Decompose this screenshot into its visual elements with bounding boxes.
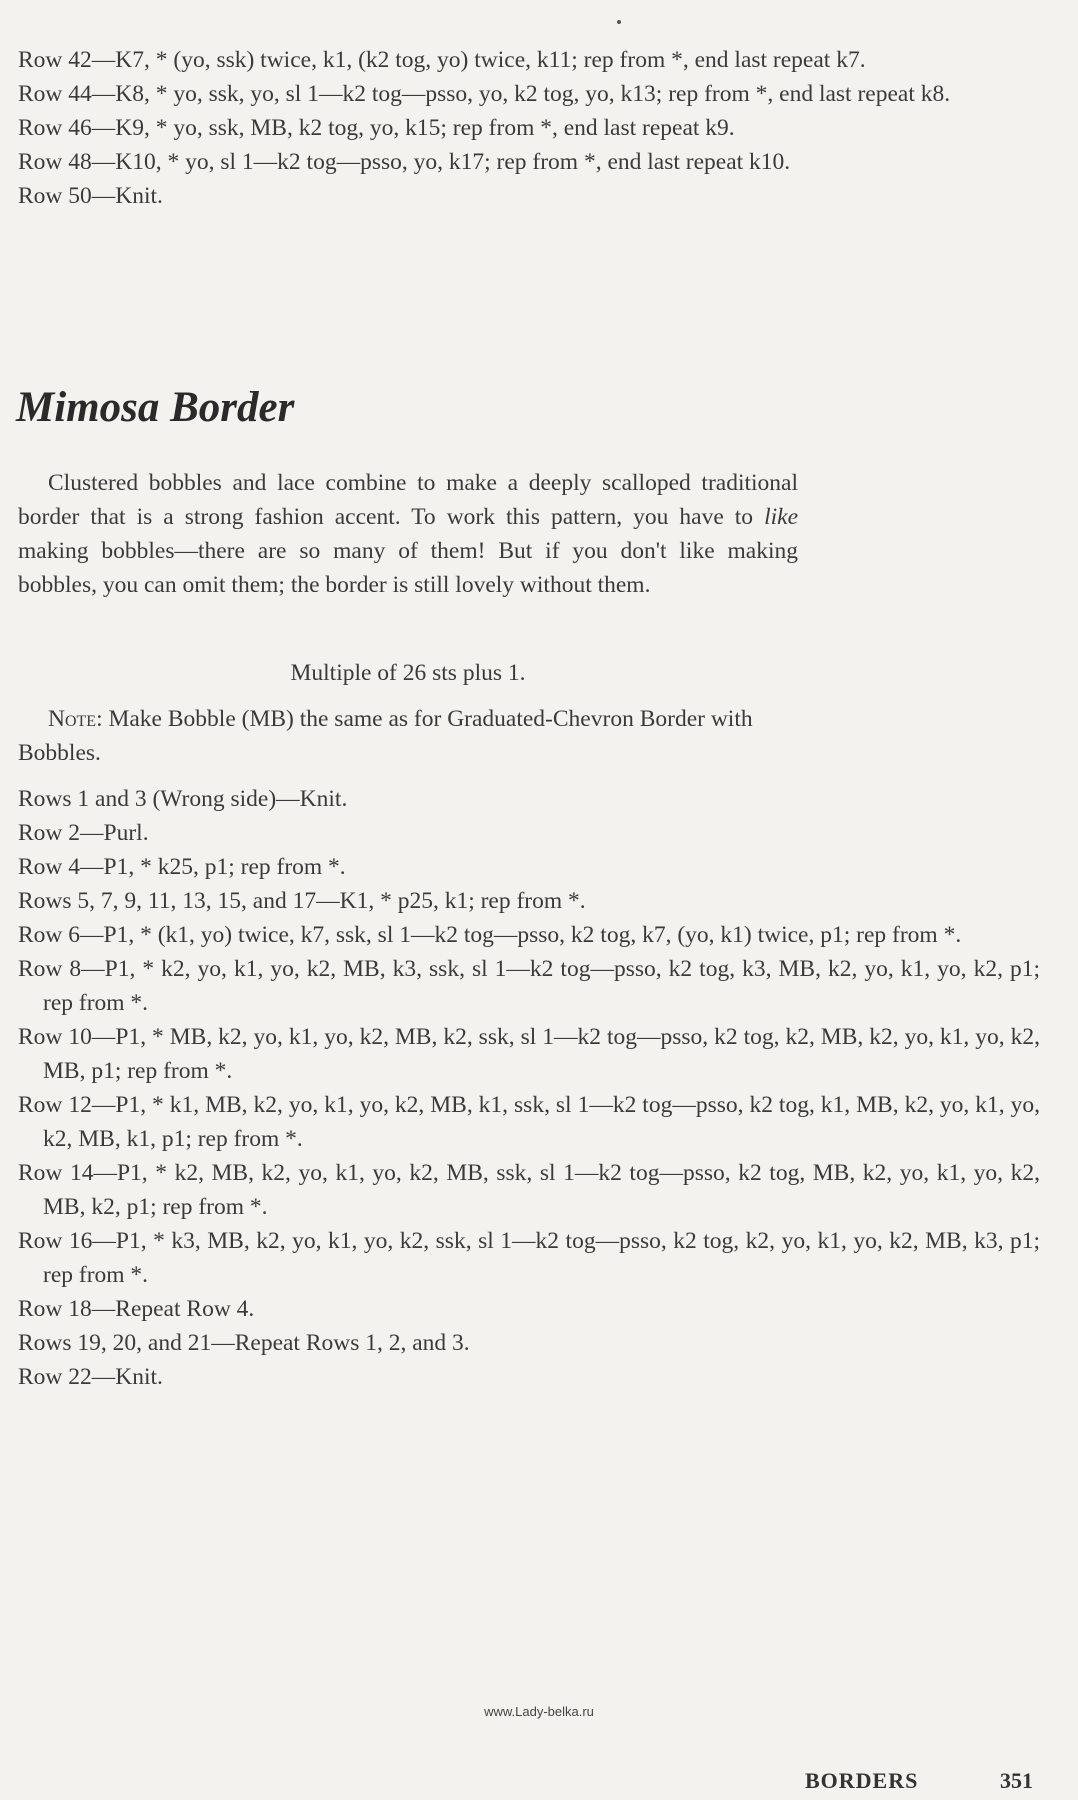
instruction-row: Row 6—P1, * (k1, yo) twice, k7, ssk, sl 1—k2 tog—psso, k2 tog, k7, (yo, k1) twice, p1; rep from *. bbox=[18, 922, 962, 948]
instruction-row: Row 8—P1, * k2, yo, k1, yo, k2, MB, k3, ssk, sl 1—k2 tog—psso, k2 tog, k3, MB, k2, yo, k1, yo, k2, p1; rep from *. bbox=[18, 956, 1040, 1016]
instruction-row: Row 50—Knit. bbox=[18, 183, 163, 209]
note-paragraph bbox=[18, 702, 798, 770]
instruction-row: Rows 5, 7, 9, 11, 13, 15, and 17—K1, * p25, k1; rep from *. bbox=[18, 888, 586, 914]
stitch-multiple: Multiple of 26 sts plus 1. bbox=[290, 660, 526, 686]
instruction-row: Row 18—Repeat Row 4. bbox=[18, 1296, 255, 1322]
note-label: Note: bbox=[48, 706, 103, 732]
instruction-row: Row 2—Purl. bbox=[18, 820, 149, 846]
stray-mark bbox=[617, 20, 621, 24]
instruction-row: Row 12—P1, * k1, MB, k2, yo, k1, yo, k2, MB, k1, ssk, sl 1—k2 tog—psso, k2 tog, k1, MB, k2, yo, k1, yo, k2, MB, k1, p1; rep from *. bbox=[18, 1092, 1040, 1152]
watermark-url: www.Lady-belka.ru bbox=[484, 1704, 594, 1719]
instruction-row: Row 22—Knit. bbox=[18, 1364, 163, 1390]
intro-text-start: Clustered bobbles and lace combine to make a deeply scalloped traditional border that is a strong fashion accent. To work this pattern, you have to bbox=[18, 470, 798, 530]
intro-text-end: making bobbles—there are so many of them! But if you don't like making bobbles, you can omit them; the border is still lovely without them. bbox=[18, 538, 798, 598]
instruction-row: Row 14—P1, * k2, MB, k2, yo, k1, yo, k2, MB, ssk, sl 1—k2 tog—psso, k2 tog, MB, k2, yo, k1, yo, k2, MB, k2, p1; rep from *. bbox=[18, 1160, 1040, 1220]
instruction-row: Row 42—K7, * (yo, ssk) twice, k1, (k2 tog, yo) twice, k11; rep from *, end last repeat k7. bbox=[18, 47, 866, 73]
instruction-row: Row 44—K8, * yo, ssk, yo, sl 1—k2 tog—psso, yo, k2 tog, yo, k13; rep from *, end last repeat k8. bbox=[18, 81, 951, 107]
intro-emphasis: like bbox=[764, 504, 798, 530]
continued-row-list bbox=[18, 43, 1040, 213]
intro-paragraph bbox=[18, 466, 798, 602]
section-title: Mimosa Border bbox=[16, 384, 295, 431]
instruction-row: Row 46—K9, * yo, ssk, MB, k2 tog, yo, k15; rep from *, end last repeat k9. bbox=[18, 115, 735, 141]
footer-section-name: BORDERS bbox=[805, 1768, 919, 1793]
instruction-row: Row 4—P1, * k25, p1; rep from *. bbox=[18, 854, 346, 880]
instruction-row: Rows 19, 20, and 21—Repeat Rows 1, 2, and 3. bbox=[18, 1330, 470, 1356]
instruction-row: Row 48—K10, * yo, sl 1—k2 tog—psso, yo, k17; rep from *, end last repeat k10. bbox=[18, 149, 791, 175]
instruction-row: Row 16—P1, * k3, MB, k2, yo, k1, yo, k2, ssk, sl 1—k2 tog—psso, k2 tog, k2, yo, k1, yo, k2, MB, k3, p1; rep from *. bbox=[18, 1228, 1040, 1288]
instruction-row: Rows 1 and 3 (Wrong side)—Knit. bbox=[18, 786, 348, 812]
pattern-row-list bbox=[18, 782, 1040, 1394]
page-number: 351 bbox=[1000, 1768, 1033, 1793]
instruction-row: Row 10—P1, * MB, k2, yo, k1, yo, k2, MB, k2, ssk, sl 1—k2 tog—psso, k2 tog, k2, MB, k2, yo, k1, yo, k2, MB, p1; rep from *. bbox=[18, 1024, 1040, 1084]
note-text: Make Bobble (MB) the same as for Graduated-Chevron Border with Bobbles. bbox=[18, 706, 753, 766]
